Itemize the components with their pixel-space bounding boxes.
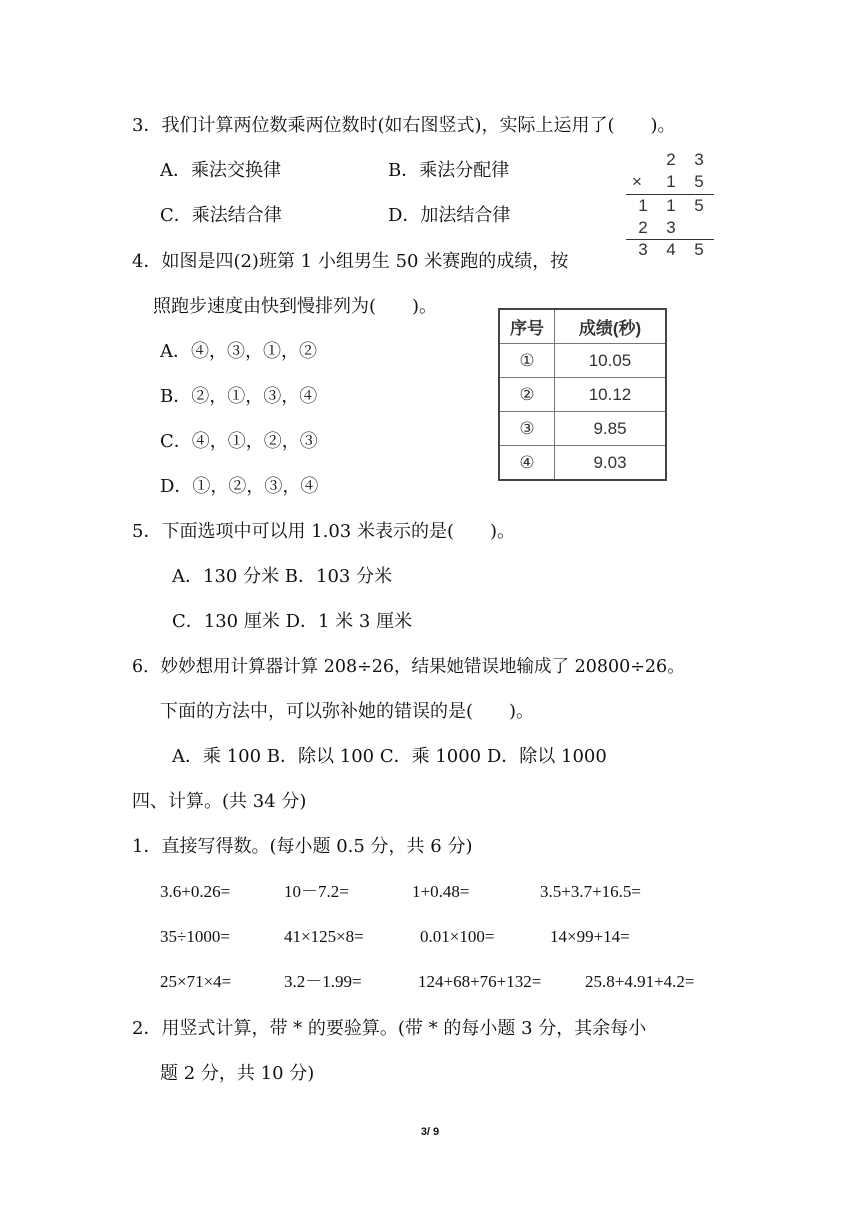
times-sign: ×	[632, 172, 642, 191]
vm-digit: 1	[638, 196, 648, 215]
vm-digit: 1	[666, 196, 676, 215]
results-table	[498, 308, 667, 481]
table-row	[499, 344, 666, 378]
calc-item: 10－7.2=	[284, 882, 349, 901]
table-row	[499, 412, 666, 446]
section4-part2-line1: 2．用竖式计算，带 * 的要验算。(带 * 的每小题 3 分，其余每小	[132, 1018, 647, 1039]
vm-digit: 3	[666, 218, 676, 237]
q4-stem-line2: 照跑步速度由快到慢排列为( )。	[153, 296, 438, 317]
section-title: 四、计算。(共 34 分)	[132, 791, 307, 812]
table-header-row	[499, 309, 666, 344]
q6-options: A．乘 100 B．除以 100 C．乘 1000 D．除以 1000	[172, 746, 607, 767]
q4-option-b: B．②，①，③，④	[160, 386, 318, 407]
calc-item: 3.5+3.7+16.5=	[540, 882, 642, 901]
row-score: 9.85	[555, 412, 667, 446]
section4-part2-line2: 题 2 分，共 10 分)	[160, 1063, 315, 1084]
q5-options-line1: A．130 分米 B．103 分米	[172, 566, 393, 587]
calc-item: 0.01×100=	[420, 927, 495, 946]
section4-part1: 1．直接写得数。(每小题 0.5 分，共 6 分)	[132, 836, 473, 857]
q3-option-a: A．乘法交换律	[160, 160, 281, 181]
header-score: 成绩(秒)	[555, 309, 667, 344]
row-score: 10.12	[555, 378, 667, 412]
row-score: 9.03	[555, 446, 667, 481]
q6-stem-line1: 6．妙妙想用计算器计算 208÷26，结果她错误地输成了 20800÷26。	[132, 657, 685, 677]
header-number: 序号	[499, 309, 555, 344]
calc-item: 3.2－1.99=	[284, 972, 362, 991]
table-row	[499, 378, 666, 412]
vertical-multiplication	[626, 150, 716, 260]
calc-item: 124+68+76+132=	[418, 972, 542, 991]
q4-option-a: A．④，③，①，②	[160, 341, 317, 362]
vm-digit: 5	[694, 172, 704, 191]
row-score: 10.05	[555, 344, 667, 378]
q4-option-d: D．①，②，③，④	[160, 476, 319, 497]
calc-item: 25×71×4=	[160, 972, 232, 991]
vm-digit: 3	[694, 150, 704, 169]
q3-option-d: D．加法结合律	[388, 205, 511, 226]
vm-digit: 3	[638, 240, 648, 259]
calc-item: 35÷1000=	[160, 927, 230, 946]
vm-digit: 5	[694, 240, 704, 259]
q3-option-c: C．乘法结合律	[160, 205, 282, 226]
q6-stem-line2: 下面的方法中，可以弥补她的错误的是( )。	[160, 701, 535, 722]
row-number: ①	[499, 344, 555, 378]
row-number: ④	[499, 446, 555, 481]
q5-stem: 5．下面选项中可以用 1.03 米表示的是( )。	[132, 521, 516, 542]
vm-digit: 5	[694, 196, 704, 215]
vm-rule	[626, 194, 714, 195]
calc-item: 1+0.48=	[412, 882, 470, 901]
calc-item: 25.8+4.91+4.2=	[585, 972, 695, 991]
q5-options-line2: C．130 厘米 D．1 米 3 厘米	[172, 611, 413, 632]
calc-item: 41×125×8=	[284, 927, 364, 946]
calc-item: 3.6+0.26=	[160, 882, 231, 901]
q4-option-c: C．④，①，②，③	[160, 431, 318, 452]
q4-stem-line1: 4．如图是四(2)班第 1 小组男生 50 米赛跑的成绩，按	[132, 251, 569, 272]
vm-digit: 1	[666, 172, 676, 191]
q3-option-b: B．乘法分配律	[388, 160, 510, 181]
q3-stem: 3．我们计算两位数乘两位数时(如右图竖式)，实际上运用了( )。	[132, 115, 676, 136]
vm-digit: 2	[638, 218, 648, 237]
row-number: ③	[499, 412, 555, 446]
table-row	[499, 446, 666, 481]
row-number: ②	[499, 378, 555, 412]
vm-digit: 2	[666, 150, 676, 169]
page-number: 3/ 9	[420, 1126, 440, 1138]
calc-item: 14×99+14=	[550, 927, 630, 946]
vm-digit: 4	[666, 240, 676, 259]
